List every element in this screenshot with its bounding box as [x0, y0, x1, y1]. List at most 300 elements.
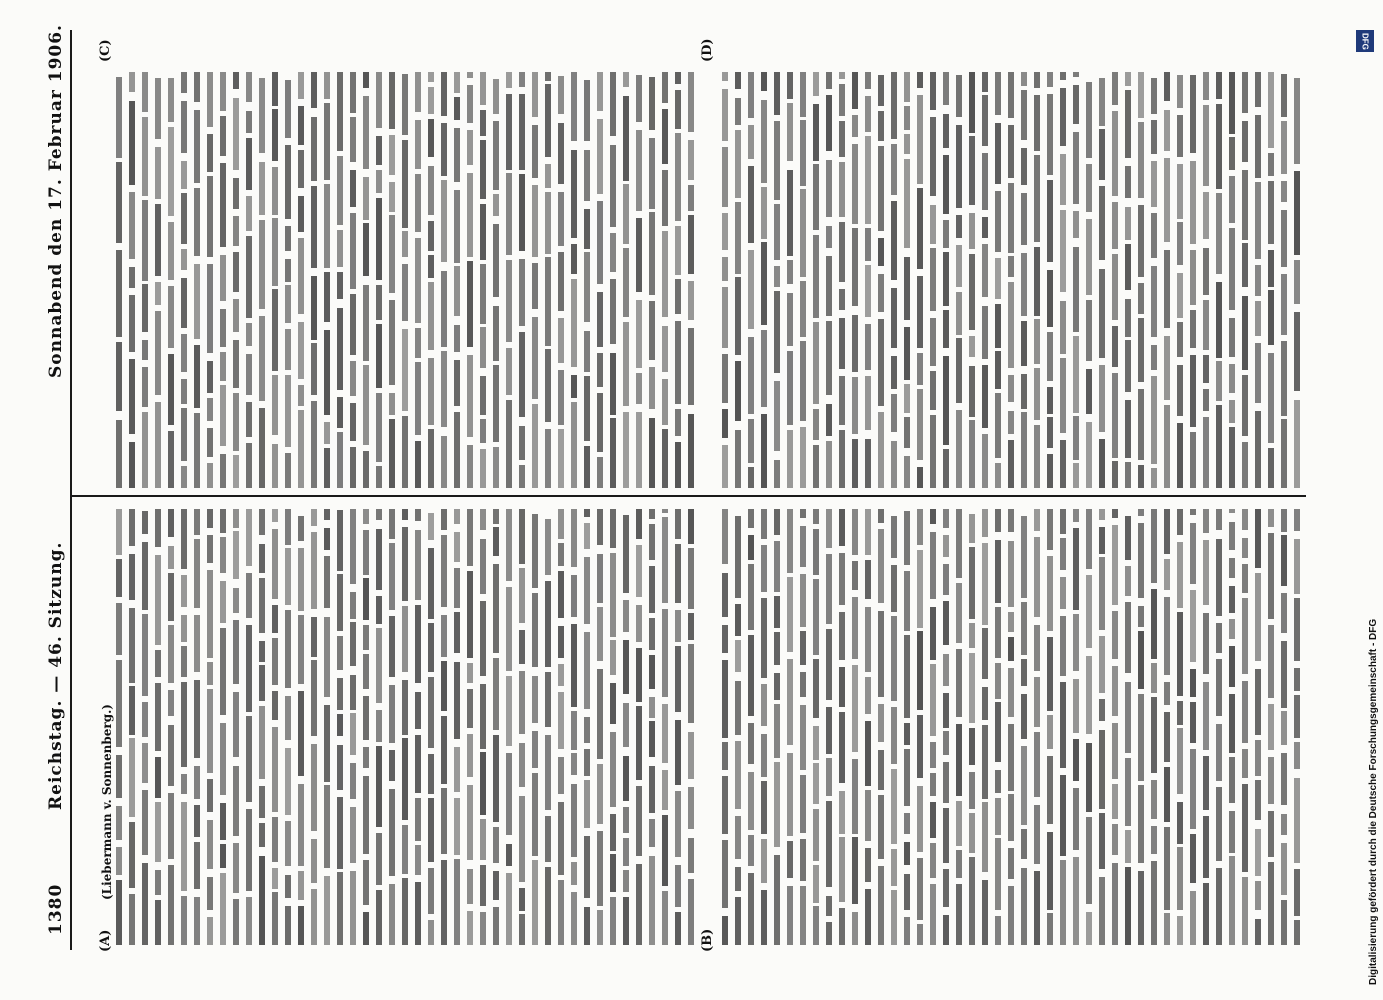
- text-line-stroke: [1034, 368, 1040, 420]
- text-line-stroke: [904, 417, 910, 448]
- text-line-stroke: [1073, 509, 1079, 522]
- text-line-stroke: [904, 723, 910, 745]
- text-line-stroke: [558, 509, 564, 539]
- text-line-stroke: [1268, 625, 1274, 698]
- text-line-stroke: [194, 805, 200, 837]
- text-line-stroke: [1177, 115, 1183, 157]
- text-line-stroke: [722, 354, 728, 403]
- text-line-stroke: [943, 220, 949, 249]
- text-line-stroke: [1151, 213, 1157, 258]
- text-line-stroke: [1125, 244, 1131, 290]
- text-line-stroke: [207, 463, 213, 488]
- text-line-stroke: [129, 359, 135, 434]
- text-line-stroke: [1125, 299, 1131, 337]
- text-line-stroke: [722, 409, 728, 438]
- text-line-stroke: [467, 663, 473, 683]
- text-line-stroke: [259, 856, 265, 945]
- text-line-stroke: [735, 430, 741, 488]
- text-line-stroke: [597, 831, 603, 906]
- text-line-stroke: [1073, 416, 1079, 459]
- text-line-stroke: [194, 413, 200, 488]
- text-line-stroke: [1268, 72, 1274, 148]
- text-line-stroke: [1294, 312, 1300, 391]
- text-line-stroke: [506, 676, 512, 746]
- text-line-stroke: [1255, 72, 1261, 107]
- text-line-stroke: [597, 607, 603, 660]
- text-line-stroke: [558, 757, 564, 793]
- text-line-stroke: [1034, 537, 1040, 618]
- text-line-stroke: [722, 625, 728, 653]
- text-line-stroke: [891, 356, 897, 389]
- text-line-stroke: [298, 871, 304, 900]
- text-line-stroke: [532, 317, 538, 399]
- text-line-stroke: [233, 692, 239, 757]
- text-line-stroke: [1294, 695, 1300, 738]
- text-line-stroke: [1190, 834, 1196, 882]
- text-line-stroke: [584, 557, 590, 624]
- text-line-stroke: [246, 625, 252, 712]
- text-line-stroke: [1190, 161, 1196, 243]
- text-line-stroke: [376, 324, 382, 388]
- text-line-stroke: [1099, 557, 1105, 629]
- text-line-stroke: [181, 646, 187, 676]
- text-line-stroke: [1008, 125, 1014, 178]
- text-line-stroke: [272, 375, 278, 435]
- text-line-stroke: [1268, 811, 1274, 857]
- text-line-stroke: [761, 242, 767, 325]
- text-line-stroke: [1151, 345, 1157, 370]
- text-line-stroke: [311, 72, 317, 108]
- text-line-stroke: [748, 72, 754, 118]
- text-line-stroke: [969, 728, 975, 765]
- text-line-stroke: [1151, 266, 1157, 337]
- text-line-stroke: [337, 230, 343, 267]
- text-line-stroke: [1086, 656, 1092, 734]
- text-line-stroke: [735, 361, 741, 421]
- text-line-stroke: [865, 889, 871, 945]
- text-line-stroke: [402, 329, 408, 411]
- text-line-stroke: [1294, 260, 1300, 305]
- text-line-stroke: [1229, 509, 1235, 513]
- text-line-stroke: [917, 72, 923, 88]
- text-line-stroke: [722, 742, 728, 771]
- text-line-stroke: [272, 167, 278, 215]
- text-line-stroke: [839, 318, 845, 369]
- text-line-stroke: [761, 72, 767, 91]
- text-line-stroke: [839, 376, 845, 426]
- text-line-stroke: [722, 147, 728, 207]
- text-line-stroke: [532, 773, 538, 856]
- text-line-stroke: [787, 509, 793, 573]
- text-line-stroke: [1177, 509, 1183, 535]
- text-line-stroke: [428, 358, 434, 424]
- text-line-stroke: [532, 514, 538, 588]
- text-line-stroke: [675, 509, 681, 539]
- text-line-stroke: [636, 130, 642, 211]
- text-line-stroke: [1021, 374, 1027, 409]
- text-line-stroke: [1138, 631, 1144, 689]
- text-line-stroke: [826, 321, 832, 395]
- text-line-stroke: [1060, 88, 1066, 146]
- text-line-stroke: [878, 611, 884, 697]
- text-line-stroke: [207, 428, 213, 457]
- text-line-stroke: [519, 630, 525, 664]
- text-line-stroke: [168, 431, 174, 488]
- text-line-stroke: [1281, 593, 1287, 632]
- text-line-stroke: [852, 228, 858, 307]
- text-line-stroke: [376, 890, 382, 945]
- text-line-stroke: [852, 837, 858, 904]
- text-line-stroke: [800, 189, 806, 277]
- text-line-stroke: [168, 222, 174, 280]
- text-line-stroke: [787, 841, 793, 878]
- text-line-stroke: [402, 74, 408, 135]
- text-line-stroke: [428, 429, 434, 488]
- text-line-stroke: [467, 689, 473, 728]
- text-line-stroke: [1229, 558, 1235, 578]
- text-line-stroke: [298, 72, 304, 99]
- text-line-stroke: [233, 216, 239, 246]
- text-line-stroke: [1008, 886, 1014, 945]
- text-line-stroke: [350, 509, 356, 584]
- text-line-stroke: [168, 725, 174, 786]
- text-line-stroke: [662, 429, 668, 488]
- text-line-stroke: [337, 397, 343, 428]
- text-line-stroke: [155, 900, 161, 945]
- text-line-stroke: [493, 194, 499, 216]
- text-line-stroke: [917, 550, 923, 627]
- text-line-stroke: [493, 79, 499, 114]
- text-line-stroke: [506, 348, 512, 395]
- text-line-stroke: [285, 226, 291, 251]
- text-line-stroke: [826, 256, 832, 317]
- text-line-stroke: [969, 336, 975, 357]
- text-line-stroke: [558, 802, 564, 874]
- text-line-stroke: [155, 282, 161, 305]
- text-line-stroke: [623, 600, 629, 632]
- text-line-stroke: [904, 159, 910, 249]
- text-line-stroke: [1060, 509, 1066, 534]
- text-line-stroke: [852, 439, 858, 488]
- text-line-stroke: [904, 571, 910, 631]
- text-line-stroke: [623, 870, 629, 892]
- text-line-stroke: [1008, 509, 1014, 532]
- text-line-stroke: [1242, 509, 1248, 530]
- text-line-stroke: [454, 72, 460, 93]
- text-line-stroke: [1021, 321, 1027, 366]
- text-line-stroke: [943, 449, 949, 488]
- text-line-stroke: [982, 802, 988, 873]
- text-line-stroke: [1164, 827, 1170, 909]
- text-line-stroke: [956, 801, 962, 846]
- text-line-stroke: [662, 72, 668, 103]
- text-line-stroke: [1073, 788, 1079, 851]
- text-line-stroke: [324, 330, 330, 416]
- text-line-stroke: [350, 170, 356, 207]
- text-line-stroke: [571, 72, 577, 141]
- text-line-stroke: [891, 441, 897, 488]
- text-line-stroke: [311, 744, 317, 831]
- text-line-stroke: [904, 874, 910, 909]
- text-line-stroke: [493, 564, 499, 653]
- text-line-stroke: [285, 748, 291, 814]
- text-line-stroke: [428, 87, 434, 115]
- text-line-stroke: [324, 448, 330, 488]
- text-line-stroke: [1216, 659, 1222, 715]
- text-line-stroke: [748, 723, 754, 764]
- text-line-stroke: [1034, 319, 1040, 363]
- text-line-stroke: [891, 394, 897, 432]
- text-line-stroke: [272, 529, 278, 599]
- text-line-stroke: [722, 509, 728, 564]
- text-line-stroke: [350, 117, 356, 162]
- text-line-stroke: [1151, 78, 1157, 114]
- text-line-stroke: [1099, 636, 1105, 693]
- text-line-stroke: [904, 635, 910, 718]
- text-line-stroke: [610, 897, 616, 945]
- text-line-stroke: [454, 612, 460, 654]
- text-line-stroke: [1229, 586, 1235, 613]
- text-line-stroke: [1060, 682, 1066, 768]
- text-line-stroke: [337, 745, 343, 790]
- text-line-stroke: [259, 78, 265, 153]
- text-line-stroke: [1229, 757, 1235, 802]
- text-line-stroke: [220, 116, 226, 156]
- text-line-stroke: [1203, 192, 1209, 239]
- column-text-left-lower: [718, 505, 1308, 945]
- text-line-stroke: [402, 878, 408, 945]
- text-line-stroke: [233, 588, 239, 613]
- text-line-stroke: [865, 265, 871, 317]
- text-line-stroke: [337, 678, 343, 710]
- text-line-stroke: [839, 162, 845, 217]
- text-line-stroke: [774, 291, 780, 372]
- text-line-stroke: [207, 917, 213, 945]
- text-line-stroke: [649, 418, 655, 488]
- text-line-stroke: [350, 447, 356, 488]
- text-line-stroke: [584, 446, 590, 488]
- text-line-stroke: [597, 457, 603, 488]
- text-line-stroke: [1151, 120, 1157, 153]
- text-line-stroke: [285, 875, 291, 898]
- text-line-stroke: [774, 541, 780, 592]
- text-line-stroke: [1112, 666, 1118, 716]
- text-line-stroke: [155, 204, 161, 276]
- text-line-stroke: [813, 164, 819, 230]
- text-line-stroke: [376, 529, 382, 590]
- text-line-stroke: [1164, 559, 1170, 589]
- text-line-stroke: [1099, 186, 1105, 260]
- text-line-stroke: [662, 891, 668, 945]
- text-line-stroke: [454, 747, 460, 792]
- text-line-stroke: [839, 72, 845, 79]
- text-line-stroke: [558, 664, 564, 686]
- text-line-stroke: [233, 899, 239, 945]
- text-line-stroke: [865, 324, 871, 369]
- text-line-stroke: [441, 509, 447, 530]
- text-line-stroke: [761, 509, 767, 539]
- text-line-stroke: [584, 150, 590, 201]
- text-line-stroke: [956, 509, 962, 578]
- text-line-stroke: [519, 914, 525, 945]
- text-line-stroke: [1138, 72, 1144, 118]
- text-line-stroke: [995, 540, 1001, 603]
- text-line-stroke: [917, 715, 923, 777]
- text-line-stroke: [545, 735, 551, 810]
- text-line-stroke: [428, 255, 434, 278]
- text-line-stroke: [675, 646, 681, 713]
- text-line-stroke: [995, 663, 1001, 699]
- text-line-stroke: [1203, 389, 1209, 411]
- text-line-stroke: [787, 103, 793, 162]
- text-line-stroke: [722, 89, 728, 141]
- text-line-stroke: [930, 532, 936, 599]
- text-line-stroke: [272, 289, 278, 371]
- text-line-stroke: [930, 607, 936, 661]
- text-line-stroke: [1086, 164, 1092, 212]
- text-line-stroke: [787, 753, 793, 836]
- text-line-stroke: [956, 884, 962, 945]
- text-line-stroke: [995, 838, 1001, 910]
- text-line-stroke: [558, 626, 564, 659]
- text-line-stroke: [545, 816, 551, 862]
- text-line-stroke: [761, 330, 767, 407]
- text-line-stroke: [376, 628, 382, 703]
- text-line-stroke: [337, 308, 343, 390]
- text-line-stroke: [194, 72, 200, 102]
- text-line-stroke: [1099, 129, 1105, 179]
- text-line-stroke: [545, 349, 551, 423]
- text-line-stroke: [324, 72, 330, 99]
- text-line-stroke: [1177, 542, 1183, 608]
- text-line-stroke: [1255, 301, 1261, 336]
- text-line-stroke: [1151, 697, 1157, 773]
- text-line-stroke: [675, 610, 681, 642]
- text-line-stroke: [506, 260, 512, 342]
- text-line-stroke: [1047, 715, 1053, 749]
- text-line-stroke: [1242, 72, 1248, 113]
- text-line-stroke: [142, 367, 148, 407]
- text-line-stroke: [246, 196, 252, 231]
- text-line-stroke: [1021, 659, 1027, 686]
- text-line-stroke: [1034, 625, 1040, 671]
- text-line-stroke: [774, 72, 780, 115]
- text-line-stroke: [532, 125, 538, 178]
- text-line-stroke: [1164, 158, 1170, 242]
- text-line-stroke: [1294, 920, 1300, 945]
- text-line-stroke: [1177, 612, 1183, 696]
- text-line-stroke: [800, 341, 806, 421]
- text-line-stroke: [1034, 95, 1040, 151]
- text-line-stroke: [1073, 463, 1079, 488]
- text-line-stroke: [532, 72, 538, 117]
- text-line-stroke: [259, 578, 265, 633]
- text-line-stroke: [480, 752, 486, 815]
- text-line-stroke: [506, 753, 512, 835]
- text-line-stroke: [943, 72, 949, 105]
- text-line-stroke: [735, 640, 741, 672]
- text-line-stroke: [610, 279, 616, 344]
- text-line-stroke: [636, 412, 642, 488]
- text-line-stroke: [1021, 148, 1027, 185]
- text-line-stroke: [787, 430, 793, 488]
- text-line-stroke: [324, 876, 330, 945]
- text-line-stroke: [428, 677, 434, 749]
- text-line-stroke: [1151, 780, 1157, 818]
- text-line-stroke: [207, 662, 213, 685]
- text-line-stroke: [1164, 336, 1170, 400]
- text-line-stroke: [142, 702, 148, 737]
- text-line-stroke: [826, 758, 832, 797]
- text-line-stroke: [454, 662, 460, 738]
- text-line-stroke: [1229, 694, 1235, 753]
- text-line-stroke: [774, 509, 780, 535]
- text-line-stroke: [662, 815, 668, 886]
- text-line-stroke: [1281, 74, 1287, 117]
- text-line-stroke: [636, 373, 642, 404]
- text-line-stroke: [506, 173, 512, 255]
- text-line-stroke: [1190, 250, 1196, 306]
- text-line-stroke: [735, 516, 741, 598]
- text-line-stroke: [636, 864, 642, 945]
- text-line-stroke: [1151, 826, 1157, 853]
- text-line-stroke: [233, 843, 239, 893]
- text-line-stroke: [865, 848, 871, 882]
- text-line-stroke: [1008, 724, 1014, 791]
- text-line-stroke: [324, 705, 330, 782]
- text-line-stroke: [787, 170, 793, 256]
- text-line-stroke: [995, 770, 1001, 793]
- text-line-stroke: [839, 84, 845, 117]
- text-line-stroke: [995, 607, 1001, 658]
- text-line-stroke: [1281, 341, 1287, 416]
- text-line-stroke: [1268, 704, 1274, 750]
- text-line-stroke: [748, 337, 754, 414]
- text-line-stroke: [402, 738, 408, 820]
- text-line-stroke: [930, 72, 936, 110]
- text-line-stroke: [233, 98, 239, 171]
- text-line-stroke: [1281, 711, 1287, 745]
- text-line-stroke: [1177, 164, 1183, 219]
- text-line-stroke: [1190, 523, 1196, 584]
- text-line-stroke: [662, 379, 668, 426]
- text-line-stroke: [389, 72, 395, 129]
- text-line-stroke: [662, 517, 668, 602]
- text-line-stroke: [129, 738, 135, 817]
- text-line-stroke: [800, 886, 806, 945]
- text-line-stroke: [623, 515, 629, 593]
- text-line-stroke: [982, 880, 988, 945]
- text-line-stroke: [982, 687, 988, 721]
- text-line-stroke: [155, 147, 161, 199]
- text-line-stroke: [363, 654, 369, 690]
- text-line-stroke: [623, 838, 629, 866]
- margin-marker-c: (C): [98, 39, 113, 62]
- text-line-stroke: [865, 721, 871, 787]
- text-line-stroke: [969, 72, 975, 133]
- text-line-stroke: [982, 628, 988, 678]
- text-line-stroke: [467, 85, 473, 123]
- text-line-stroke: [1099, 269, 1105, 358]
- text-line-stroke: [930, 664, 936, 737]
- text-line-stroke: [969, 213, 975, 249]
- text-line-stroke: [116, 509, 122, 555]
- text-line-stroke: [532, 263, 538, 308]
- text-line-stroke: [272, 605, 278, 633]
- text-line-stroke: [1047, 454, 1053, 488]
- text-line-stroke: [1073, 679, 1079, 733]
- text-line-stroke: [852, 144, 858, 224]
